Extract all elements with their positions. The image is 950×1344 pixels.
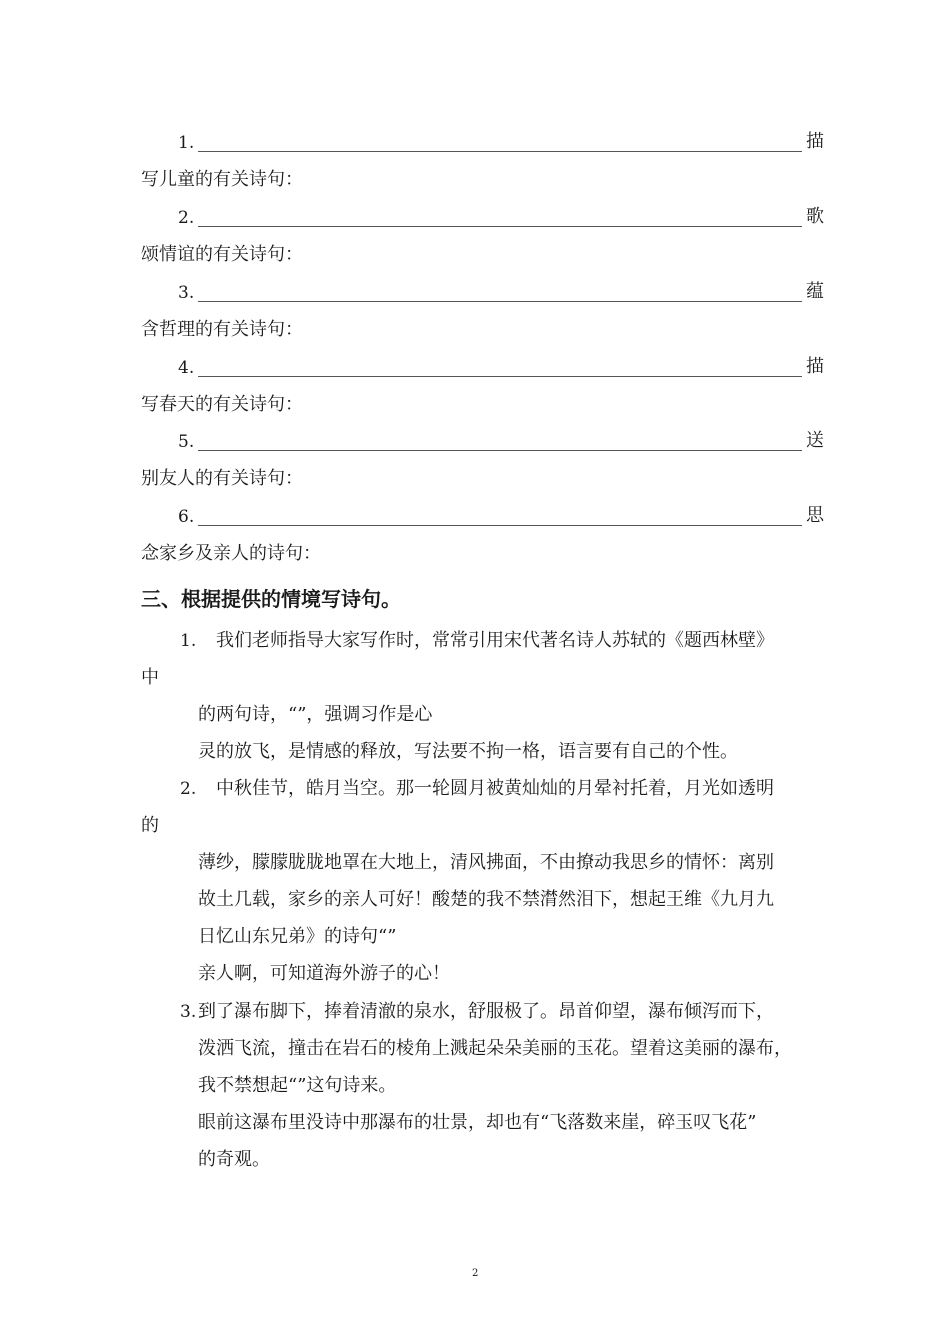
item-tail-char: 蕴 xyxy=(806,281,824,302)
item-number: 1. xyxy=(178,133,195,153)
question-text: 中 xyxy=(141,667,159,688)
question-number: 2. xyxy=(180,779,197,799)
question-text: 日忆山东兄弟》的诗句“” xyxy=(198,926,397,947)
item-tail-char: 送 xyxy=(806,430,824,451)
item-number: 6. xyxy=(178,507,195,527)
item-tail-char: 歌 xyxy=(806,206,824,227)
item-continuation: 念家乡及亲人的诗句： xyxy=(141,543,321,564)
question-text: 眼前这瀑布里没诗中那瀑布的壮景，却也有“飞落数来崖，碎玉叹飞花” xyxy=(198,1112,757,1133)
page-number: 2 xyxy=(472,1268,479,1279)
question-text: 中秋佳节，皓月当空。那一轮圆月被黄灿灿的月晕衬托着，月光如透明 xyxy=(216,778,774,799)
item-tail-char: 描 xyxy=(806,131,824,152)
answer-blank-line[interactable] xyxy=(198,525,802,526)
question-text: 的 xyxy=(141,815,159,836)
item-tail-char: 描 xyxy=(806,356,824,377)
question-text: 薄纱，朦朦胧胧地罩在大地上，清风拂面，不由撩动我思乡的情怀：离别 xyxy=(198,852,774,873)
answer-blank-line[interactable] xyxy=(198,301,802,302)
question-number: 3. xyxy=(180,1002,197,1022)
item-continuation: 颂情谊的有关诗句： xyxy=(141,244,303,265)
item-continuation: 写春天的有关诗句： xyxy=(141,394,303,415)
question-text: 故土几载，家乡的亲人可好！酸楚的我不禁潸然泪下，想起王维《九月九 xyxy=(198,889,774,910)
question-number: 1. xyxy=(180,631,197,651)
question-text: 我们老师指导大家写作时，常常引用宋代著名诗人苏轼的《题西林壁》 xyxy=(216,630,774,651)
item-continuation: 写儿童的有关诗句： xyxy=(141,169,303,190)
question-text: 泼洒飞流，撞击在岩石的棱角上溅起朵朵美丽的玉花。望着这美丽的瀑布， xyxy=(198,1038,792,1059)
section-heading: 三、根据提供的情境写诗句。 xyxy=(141,587,401,611)
question-text: 亲人啊，可知道海外游子的心！ xyxy=(198,963,450,984)
question-text: 的奇观。 xyxy=(198,1149,270,1170)
item-tail-char: 思 xyxy=(806,505,824,526)
answer-blank-line[interactable] xyxy=(198,376,802,377)
item-number: 4. xyxy=(178,358,195,378)
item-number: 5. xyxy=(178,432,195,452)
question-text: 我不禁想起“”这句诗来。 xyxy=(198,1075,397,1096)
question-text: 的两句诗，“”，强调习作是心 xyxy=(198,704,433,725)
item-number: 2. xyxy=(178,208,195,228)
item-continuation: 别友人的有关诗句： xyxy=(141,468,303,489)
answer-blank-line[interactable] xyxy=(198,151,802,152)
question-text: 到了瀑布脚下，捧着清澈的泉水，舒服极了。昂首仰望，瀑布倾泻而下， xyxy=(198,1001,774,1022)
question-text: 灵的放飞，是情感的释放，写法要不拘一格，语言要有自己的个性。 xyxy=(198,741,738,762)
answer-blank-line[interactable] xyxy=(198,226,802,227)
item-number: 3. xyxy=(178,283,195,303)
answer-blank-line[interactable] xyxy=(198,450,802,451)
item-continuation: 含哲理的有关诗句： xyxy=(141,319,303,340)
